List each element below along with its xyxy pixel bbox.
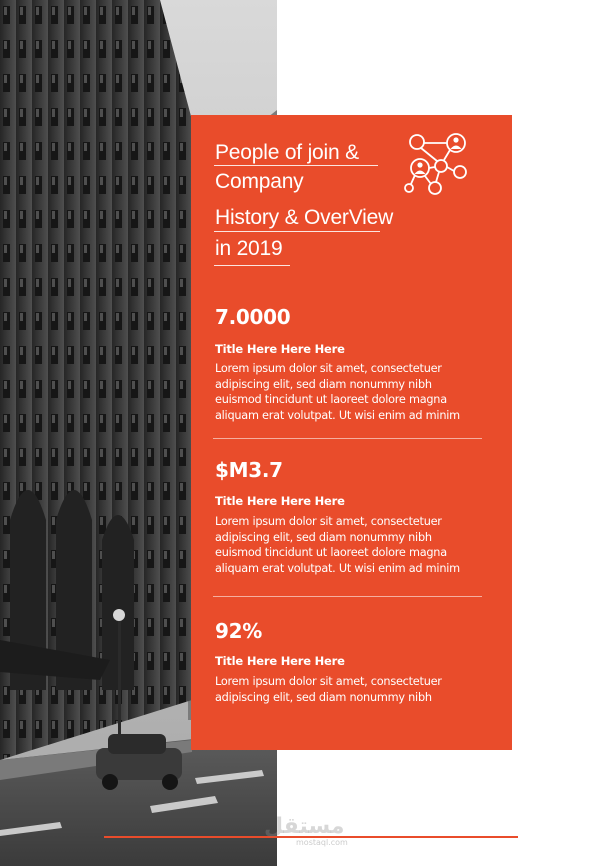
stat-value: $M3.7 <box>215 458 283 482</box>
stat-value: 7.0000 <box>215 305 291 329</box>
watermark-url: mostaql.com <box>296 838 348 847</box>
body-line: euismod tincidunt ut laoreet dolore magna <box>215 393 447 406</box>
stat-body <box>215 674 495 705</box>
stat-title: Title Here Here Here <box>215 654 345 668</box>
heading-line-4: in 2019 <box>215 237 283 260</box>
heading-rule <box>214 265 290 266</box>
stat-body <box>215 361 495 423</box>
heading-line-1: People of join & <box>215 141 359 164</box>
people-network-icon <box>403 130 471 198</box>
heading-line-3: History & OverView <box>215 206 394 229</box>
stat-title: Title Here Here Here <box>215 342 345 356</box>
heading-rule <box>214 165 378 166</box>
body-line: aliquam erat volutpat. Ut wisi enim ad minim <box>215 408 460 422</box>
body-line: adipiscing elit, sed diam nonummy nibh <box>215 530 432 544</box>
section-divider <box>213 596 482 597</box>
body-line: Lorem ipsum dolor sit amet, consectetuer <box>215 675 442 688</box>
heading-rule <box>214 231 380 232</box>
body-line: aliquam erat volutpat. Ut wisi enim ad minim <box>215 561 460 575</box>
body-line: Lorem ipsum dolor sit amet, consectetuer <box>215 515 442 528</box>
section-divider <box>213 438 482 439</box>
body-line: adipiscing elit, sed diam nonummy nibh <box>215 690 432 704</box>
stat-title: Title Here Here Here <box>215 494 345 508</box>
stat-value: 92% <box>215 619 262 643</box>
body-line: adipiscing elit, sed diam nonummy nibh <box>215 377 432 391</box>
heading-line-2: Company <box>215 170 304 193</box>
watermark-logo: مستقل <box>264 814 345 839</box>
stat-body <box>215 514 495 576</box>
body-line: Lorem ipsum dolor sit amet, consectetuer <box>215 362 442 375</box>
body-line: euismod tincidunt ut laoreet dolore magna <box>215 546 447 559</box>
info-panel <box>191 115 512 750</box>
